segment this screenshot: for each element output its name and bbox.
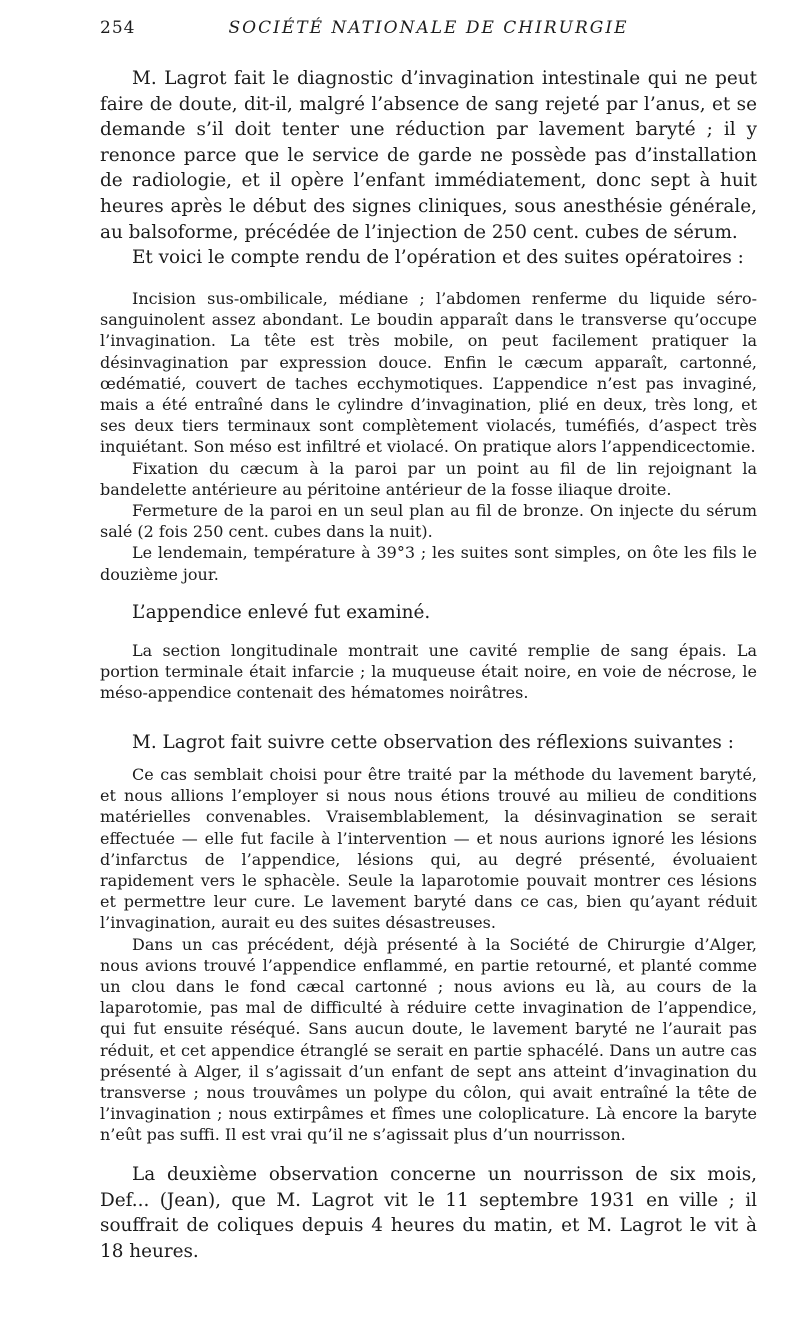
intro-section [100,66,757,271]
intro-paragraph: M. Lagrot fait le diagnostic d’invagination intestinale qui ne peut faire de doute, dit-il, malgré l’absence de sang rejeté par l’anus, et se demande s’il doit tenter une réduction par lavement baryté ; il y renonce parce que le service de garde ne possède pas d’installation de radiologie, et il opère l’enfant immédiatement, donc sept à huit heures après le début des signes cliniques, sous anesthésie générale, au balsoforme, précédée de l’injection de 250 cent. cubes de sérum. [100,68,757,243]
appendix-exam-block [100,640,757,704]
page-number: 254 [100,18,136,38]
operation-paragraph: Incision sus-ombilicale, médiane ; l’abdomen renferme du liquide séro-sanguinolent assez abondant. Le boudin apparaît dans le transverse qu’occupe l’invagination. La tête est très mobile, on peut facilement pratiquer la désinvagination par expression douce. Enfin le cæcum apparaît, cartonné, œdématié, couvert de taches ecchymotiques. L’appendice n’est pas invaginé, mais a été entraîné dans le cylindre d’invagination, plié en deux, très long, et ses deux tiers terminaux sont complètement violacés, tuméfiés, d’aspect très inquiétant. Son méso est infiltré et violacé. On pratique alors l’appendicectomie. [100,289,757,457]
reflections-section [100,764,757,1146]
second-observation-paragraph: La deuxième observation concerne un nourrisson de six mois, Def... (Jean), que M. Lagrot vit le 11 septembre 1931 en ville ; il souffrait de coliques depuis 4 heures du matin, et M. Lagrot le vit à 18 heures. [100,1164,757,1262]
operation-paragraph: Fermeture de la paroi en un seul plan au fil de bronze. On injecte du sérum salé (2 fois 250 cent. cubes dans la nuit). [100,501,757,542]
reflections-heading: M. Lagrot fait suivre cette observation des réflexions suivantes : [132,732,734,753]
reflections-paragraph: Dans un cas précédent, déjà présenté à la Société de Chirurgie d’Alger, nous avions trouvé l’appendice enflammé, en partie retourné, et planté comme un clou dans le fond cæcal cartonné ; nous avions eu là, au cours de la laparotomie, pas mal de difficulté à réduire cette invagination de l’appendice, qui fut ensuite réséqué. Sans aucun doute, le lavement baryté ne l’aurait pas réduit, et cet appendice étranglé se serait en partie sphacélé. Dans un autre cas présenté à Alger, il s’agissait d’un enfant de sept ans atteint d’invagination du transverse ; nous trouvâmes un polype du côlon, qui avait entraîné la tête de l’invagination ; nous extirpâmes et fîmes une coloplicature. Là encore la baryte n’eût pas suffi. Il est vrai qu’il ne s’agissait plus d’un nourrisson. [100,934,757,1145]
operation-paragraph: Le lendemain, température à 39°3 ; les suites sont simples, on ôte les fils le douzième jour. [100,543,757,584]
reflections-paragraph: Ce cas semblait choisi pour être traité par la méthode du lavement baryté, et nous allions l’employer si nous nous étions trouvé au milieu de conditions matérielles convenables. Vraisemblablement, la désinvagination se serait effectuée — elle fut facile à l’intervention — et nous aurions ignoré les lésions d’infarctus de l’appendice, lésions qui, au degré présenté, évoluaient rapidement vers le sphacèle. Seule la laparotomie pouvait montrer ces lésions et permettre leur cure. Le lavement baryté dans ce cas, bien qu’ayant réduit l’invagination, aurait eu des suites désastreuses. [100,765,757,933]
page-header [100,18,757,44]
intro-transition: Et voici le compte rendu de l’opération et des suites opératoires : [132,247,744,269]
second-observation-block [100,1162,757,1264]
appendix-heading-block [100,600,757,626]
reflections-heading-block [100,730,757,756]
operation-report [100,288,757,585]
running-title: SOCIÉTÉ NATIONALE DE CHIRURGIE [228,18,629,38]
appendix-heading: L’appendice enlevé fut examiné. [132,602,431,623]
operation-paragraph: Fixation du cæcum à la paroi par un point au fil de lin rejoignant la bandelette antérieure au péritoine antérieur de la fosse iliaque droite. [100,458,757,499]
appendix-exam-paragraph: La section longitudinale montrait une cavité remplie de sang épais. La portion terminale était infarcie ; la muqueuse était noire, en voie de nécrose, le méso-appendice contenait des hématomes noirâtres. [100,641,757,703]
